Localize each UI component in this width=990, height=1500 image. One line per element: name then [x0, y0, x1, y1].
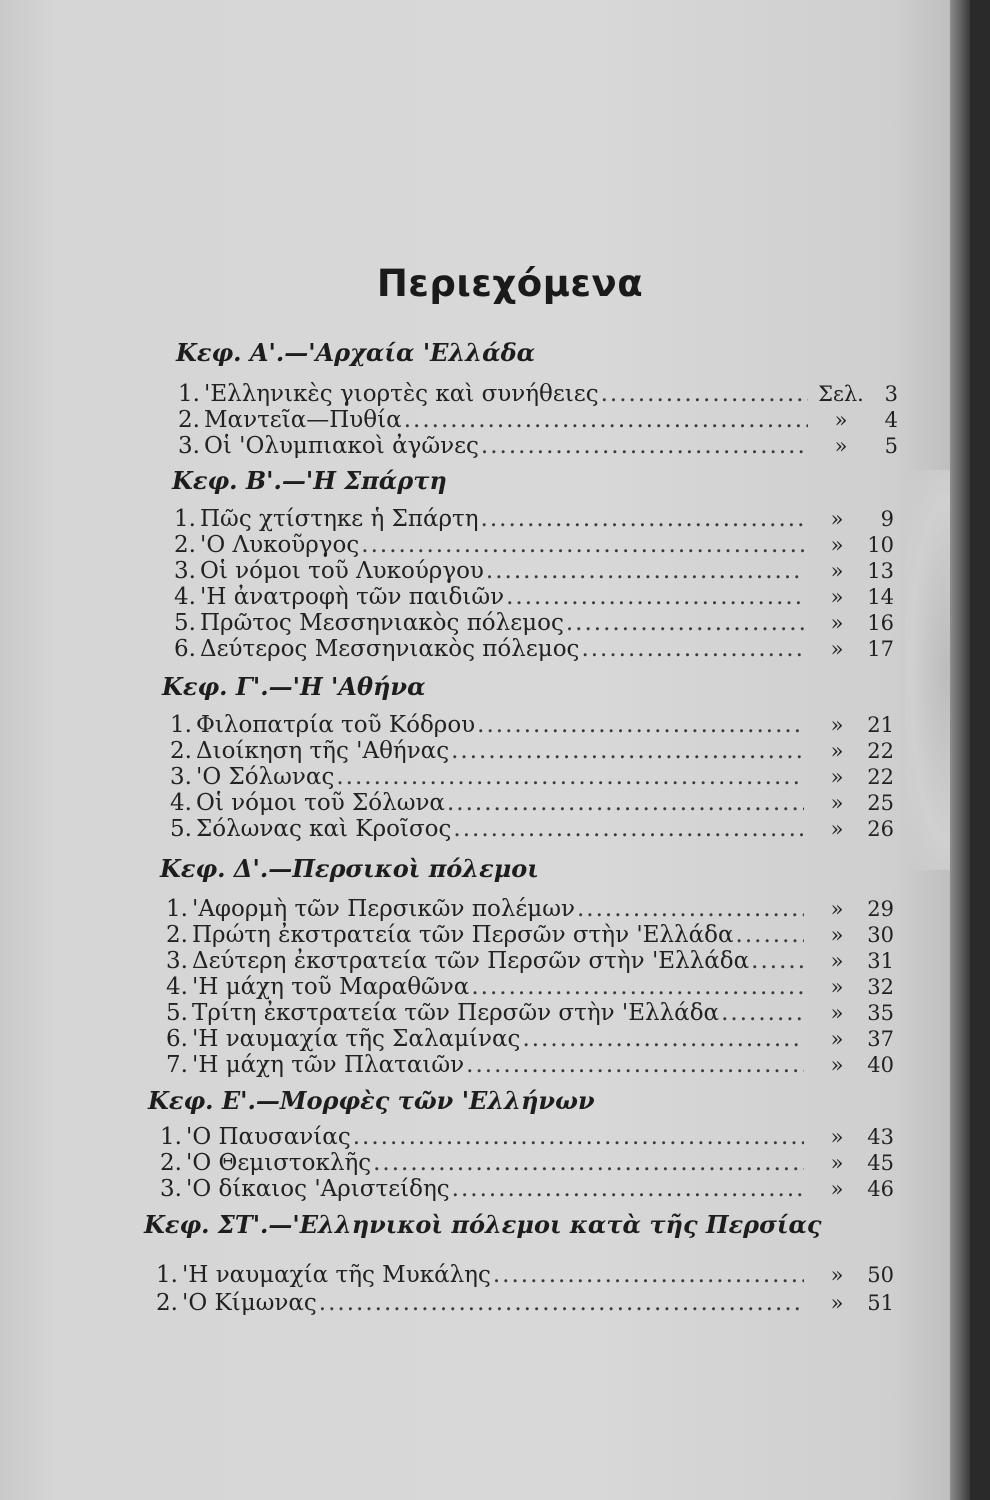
page-number: 51 — [867, 1291, 894, 1315]
entry-title: Δεύτερη ἐκστρατεία τῶν Περσῶν στὴν 'Ελλάδα — [192, 948, 750, 974]
entry-number: 5. — [170, 816, 192, 842]
entry-title: 'Ελληνικὲς γιορτὲς καὶ συνήθειες — [204, 381, 599, 407]
entry-number: 4. — [174, 584, 196, 610]
page-marker: » — [830, 611, 844, 635]
page-number: 22 — [867, 765, 894, 789]
leader-dots — [361, 532, 804, 558]
chapter-heading: Κεφ. Γ'.—'Η 'Αθήνα — [162, 672, 426, 701]
page-number: 43 — [867, 1125, 894, 1149]
entry-number: 1. — [166, 896, 188, 922]
entry-title: 'Ο Σόλωνας — [196, 764, 335, 790]
entry-number: 3. — [160, 1176, 182, 1202]
entry-number: 1. — [160, 1124, 182, 1150]
page-number: 30 — [867, 923, 894, 947]
toc-entry[interactable] — [160, 1176, 894, 1203]
leader-dots — [506, 584, 804, 610]
page-number: 35 — [867, 1001, 894, 1025]
leader-dots — [336, 764, 804, 790]
entry-title: 'Αφορμὴ τῶν Περσικῶν πολέμων — [192, 896, 575, 922]
page-number: 31 — [867, 949, 894, 973]
entry-number: 3. — [170, 764, 192, 790]
leader-dots — [477, 712, 804, 738]
leader-dots — [493, 1262, 804, 1288]
chapter-heading: Κεφ. Β'.—'Η Σπάρτη — [172, 466, 447, 495]
page-marker: » — [830, 1125, 844, 1149]
toc-entry[interactable] — [178, 381, 898, 408]
toc-entry[interactable] — [178, 407, 898, 434]
entry-title: 'Ο Παυσανίας — [186, 1124, 351, 1150]
toc-entry[interactable] — [166, 896, 894, 923]
entry-title: Φιλοπατρία τοῦ Κόδρου — [196, 712, 476, 738]
page-marker: » — [830, 1151, 844, 1175]
entry-number: 6. — [174, 636, 196, 662]
page-number: 17 — [867, 637, 894, 661]
leader-dots — [566, 610, 804, 636]
entry-title: 'Η ναυμαχία τῆς Σαλαμίνας — [192, 1026, 521, 1052]
page-number: 13 — [867, 559, 894, 583]
page-title: Περιεχόμενα — [376, 262, 644, 305]
entry-title: Δεύτερος Μεσσηνιακὸς πόλεμος — [200, 636, 580, 662]
toc-entry[interactable] — [156, 1290, 894, 1317]
entry-number: 2. — [160, 1150, 182, 1176]
entry-title: Πρώτη ἐκστρατεία τῶν Περσῶν στὴν 'Ελλάδα — [192, 922, 734, 948]
leader-dots — [471, 974, 804, 1000]
page-number: 22 — [867, 739, 894, 763]
entry-number: 7. — [166, 1052, 188, 1078]
entry-title: 'Η ἀνατροφὴ τῶν παιδιῶν — [200, 584, 505, 610]
page-number: 29 — [867, 897, 894, 921]
page-number: 46 — [867, 1177, 894, 1201]
entry-number: 3. — [174, 558, 196, 584]
leader-dots — [486, 558, 804, 584]
toc-entry[interactable] — [174, 558, 894, 585]
page-marker: » — [830, 1263, 844, 1287]
page-marker: Σελ. — [818, 382, 864, 406]
leader-dots — [373, 1150, 804, 1176]
page-marker: » — [830, 897, 844, 921]
page-number: 32 — [867, 975, 894, 999]
page-number: 9 — [880, 507, 894, 531]
entry-number: 2. — [178, 407, 200, 433]
page-number: 10 — [867, 533, 894, 557]
page-marker: » — [830, 949, 844, 973]
entry-title: Οἱ νόμοι τοῦ Σόλωνα — [196, 790, 445, 816]
page-marker: » — [834, 408, 848, 432]
page-marker: » — [830, 765, 844, 789]
toc-entry[interactable] — [170, 764, 894, 791]
entry-number: 4. — [166, 974, 188, 1000]
page-number: 50 — [867, 1263, 894, 1287]
page-marker: » — [830, 1291, 844, 1315]
page-edge-shadow — [950, 0, 970, 1500]
toc-entry[interactable] — [170, 738, 894, 765]
page-marker: » — [830, 1177, 844, 1201]
page-number: 4 — [884, 408, 898, 432]
leader-dots — [447, 790, 804, 816]
leader-dots — [481, 506, 804, 532]
toc-entry[interactable] — [156, 1262, 894, 1289]
toc-entry[interactable] — [166, 1000, 894, 1027]
leader-dots — [451, 738, 804, 764]
page-number: 45 — [867, 1151, 894, 1175]
entry-number: 4. — [170, 790, 192, 816]
leader-dots — [319, 1290, 804, 1316]
entry-title: 'Η ναυμαχία τῆς Μυκάλης — [182, 1262, 491, 1288]
entry-title: Πῶς χτίστηκε ἡ Σπάρτη — [200, 506, 479, 532]
chapter-heading: Κεφ. Α'.—'Αρχαία 'Ελλάδα — [176, 338, 536, 367]
page-marker: » — [830, 975, 844, 999]
page-marker: » — [830, 1001, 844, 1025]
entry-title: 'Ο Λυκοῦργος — [200, 532, 360, 558]
leader-dots — [466, 1052, 804, 1078]
page-marker: » — [830, 1027, 844, 1051]
page-marker: » — [830, 1053, 844, 1077]
leader-dots — [736, 922, 804, 948]
toc-entry[interactable] — [166, 948, 894, 975]
page-marker: » — [830, 923, 844, 947]
page-marker: » — [830, 637, 844, 661]
page-marker: » — [830, 739, 844, 763]
entry-title: 'Ο Θεμιστοκλῆς — [186, 1150, 372, 1176]
leader-dots — [353, 1124, 804, 1150]
leader-dots — [721, 1000, 804, 1026]
toc-entry[interactable] — [170, 712, 894, 739]
page-number: 26 — [867, 817, 894, 841]
toc-entry[interactable] — [170, 790, 894, 817]
entry-number: 1. — [174, 506, 196, 532]
page-marker: » — [830, 585, 844, 609]
entry-title: Τρίτη ἐκστρατεία τῶν Περσῶν στὴν 'Ελλάδα — [192, 1000, 720, 1026]
entry-title: Πρῶτος Μεσσηνιακὸς πόλεμος — [200, 610, 564, 636]
toc-entry[interactable] — [166, 922, 894, 949]
chapter-heading: Κεφ. Δ'.—Περσικοὶ πόλεμοι — [160, 854, 539, 883]
entry-number: 1. — [156, 1262, 178, 1288]
toc-entry[interactable] — [178, 433, 898, 460]
leader-dots — [601, 381, 808, 407]
entry-number: 1. — [178, 381, 200, 407]
toc-entry[interactable] — [174, 584, 894, 611]
entry-number: 2. — [156, 1290, 178, 1316]
entry-title: 'Η μάχη τῶν Πλαταιῶν — [192, 1052, 465, 1078]
page-marker: » — [830, 791, 844, 815]
toc-entry[interactable] — [174, 636, 894, 663]
leader-dots — [581, 636, 804, 662]
toc-entry[interactable] — [174, 610, 894, 637]
entry-number: 5. — [174, 610, 196, 636]
entry-number: 2. — [174, 532, 196, 558]
entry-number: 2. — [170, 738, 192, 764]
page-number: 21 — [867, 713, 894, 737]
toc-entry[interactable] — [160, 1124, 894, 1151]
page-number: 14 — [867, 585, 894, 609]
entry-title: Σόλωνας καὶ Κροῖσος — [196, 816, 452, 842]
toc-entry[interactable] — [166, 974, 894, 1001]
leader-dots — [577, 896, 804, 922]
entry-title: 'Ο Κίμωνας — [182, 1290, 317, 1316]
page-marker: » — [830, 817, 844, 841]
page-number: 40 — [867, 1053, 894, 1077]
entry-number: 3. — [178, 433, 200, 459]
entry-number: 2. — [166, 922, 188, 948]
leader-dots — [481, 433, 808, 459]
entry-number: 6. — [166, 1026, 188, 1052]
leader-dots — [522, 1026, 804, 1052]
leader-dots — [404, 407, 808, 433]
page-number: 16 — [867, 611, 894, 635]
toc-entry[interactable] — [174, 506, 894, 533]
page-marker: » — [830, 713, 844, 737]
entry-title: Μαντεῖα—Πυθία — [204, 407, 402, 433]
chapter-heading: Κεφ. Ε'.—Μορφὲς τῶν 'Ελλήνων — [148, 1086, 595, 1115]
entry-number: 3. — [166, 948, 188, 974]
entry-title: 'Ο δίκαιος 'Αριστείδης — [186, 1176, 450, 1202]
leader-dots — [453, 816, 804, 842]
page-marker: » — [834, 434, 848, 458]
leader-dots — [751, 948, 804, 974]
entry-title: Οἱ νόμοι τοῦ Λυκούργου — [200, 558, 484, 584]
toc-entry[interactable] — [174, 532, 894, 559]
page-number: 25 — [867, 791, 894, 815]
toc-entry[interactable] — [166, 1026, 894, 1053]
entry-number: 1. — [170, 712, 192, 738]
toc-entry[interactable] — [160, 1150, 894, 1177]
page-marker: » — [830, 559, 844, 583]
page-marker: » — [830, 507, 844, 531]
toc-entry[interactable] — [166, 1052, 894, 1079]
page-number: 5 — [884, 434, 898, 458]
page-number: 3 — [884, 382, 898, 406]
toc-entry[interactable] — [170, 816, 894, 843]
entry-title: 'Η μάχη τοῦ Μαραθῶνα — [192, 974, 470, 1000]
chapter-heading: Κεφ. ΣΤ'.—'Ελληνικοὶ πόλεμοι κατὰ τῆς Περσίας — [144, 1210, 822, 1239]
entry-title: Οἱ 'Ολυμπιακοὶ ἀγῶνες — [204, 433, 479, 459]
page-number: 37 — [867, 1027, 894, 1051]
leader-dots — [452, 1176, 804, 1202]
page-marker: » — [830, 533, 844, 557]
entry-title: Διοίκηση τῆς 'Αθήνας — [196, 738, 450, 764]
entry-number: 5. — [166, 1000, 188, 1026]
